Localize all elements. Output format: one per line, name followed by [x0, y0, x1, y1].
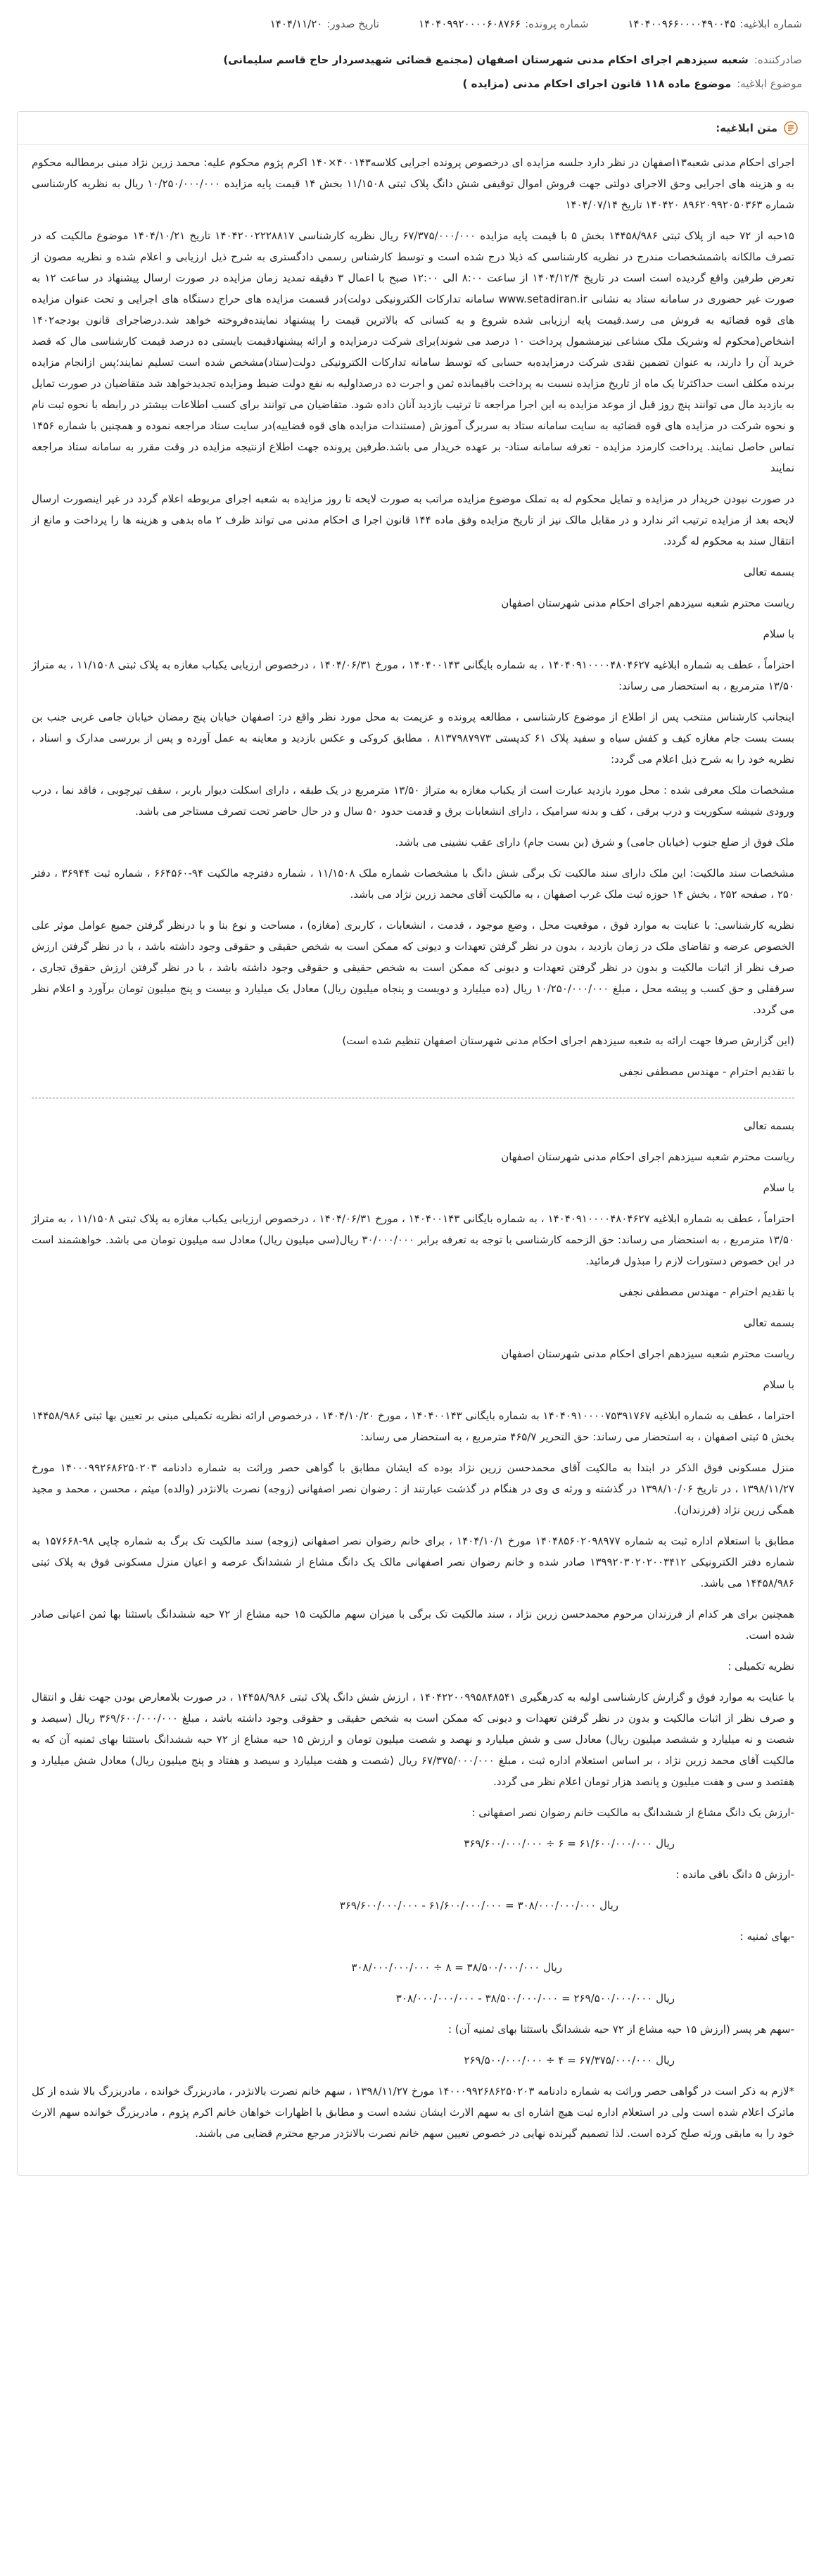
issuer-value: شعبه سیزدهم اجرای احکام مدنی شهرستان اصفهان (مجتمع قضائی شهیدسردار حاج قاسم سلیمانی): [223, 53, 749, 66]
report-reference: احتراماً ، عطف به شماره ابلاغیه ۱۴۰۴۰۹۱۰۰۰۰۴۸۰۴۶۲۷ ، به شماره بایگانی ۱۴۰۴۰۰۱۴۳ ، مورخ ۱۴۰۴/۰۶/۳۱ ، درخصوص ارزیابی یکباب مغازه به پلاک ثبتی ۱۱/۱۵۰۸ ، به متراژ ۱۳/۵۰ مترمربع ، به استحضار می رساند:: [32, 659, 794, 692]
subject-line: [24, 72, 802, 96]
notice-text-title-label: متن ابلاغیه:: [716, 122, 777, 134]
notice-number: [628, 18, 802, 30]
signature-2: با تقدیم احترام - مهندس مصطفی نجفی: [618, 1286, 794, 1298]
notice-number-value: ۱۴۰۴۰۰۹۶۶۰۰۰۰۴۹۰۰۴۵: [628, 18, 736, 30]
notice-header: [0, 48, 826, 96]
notice-body-box: [17, 111, 809, 2176]
auction-condition: در صورت نبودن خریدار در مزایده و تمایل محکوم له به تملک موضوع مزایده مراتب به صورت لایحه تا روز مزایده به شعبه اجرای مربوطه اعلام گردد در غیر اینصورت ارسال لایحه بعد از مزایده ترتیب اثر ندارد و در مقابل مالک نیز از تاریخ مزایده وفق ماده ۱۴۴ قانون اجرا ی احکام مدنی می تواند ظرف ۲ ماه بدهی و هزینه ها را پرداخت و مانع از انتقال سند به محکوم له گردد.: [32, 493, 794, 547]
salutation-1: بسمه تعالی: [743, 566, 794, 578]
children-deeds: همچنین برای هر کدام از فرزندان مرحوم محمدحسن زرین نژاد ، سند مالکیت تک برگی با میزان سهم مالکیت ۱۵ حبه مشاع از ۷۲ حبه ششدانگ باستثنا بها ثمن اعیانی صادر شده است.: [32, 1608, 794, 1642]
file-number-value: ۱۴۰۴۰۹۹۲۰۰۰۰۶۰۸۷۶۶: [419, 18, 521, 30]
issue-date-value: ۱۴۰۴/۱۱/۲۰: [269, 18, 323, 30]
auction-details: ۱۵حبه از ۷۲ حبه از پلاک ثبتی ۱۴۴۵۸/۹۸۶ بخش ۵ با قیمت پایه مزایده ۶۷/۳۷۵/۰۰۰/۰۰۰ ریال نظریه کارشناسی ۱۴۰۴۲۰۰۲۲۲۸۸۱۷ تاریخ ۱۴۰۴/۱۰/۲۱ موضوع مالکیت که در تصرف مالکانه باشمشخصات مندرج در نظریه کارشناسی که ذیلا درج شده است و توسط کارشناس رسمی دادگستری به شرح ذیل ارزیابی و اعلام شده و نظریه مصون از تعرض طرفین واقع گردیده است است در تاریخ ۱۴۰۴/۱۲/۴ از ساعت ۸:۰۰ الی ۱۲:۰۰ صبح با اعمال ۳ دقیقه تمدید زمان مزایده در صورت ارسال پیشنهاد در ساعت ۱۲ به صورت غیر حضوری در سامانه ستاد به نشانی www.setadiran.ir سامانه تدارکات الکترونیکی دولت)در قسمت مزایده های حراج دستگاه های اجرایی و تحت عنوان مزایده های قوه قضائیه به فروش می رسد.قیمت پایه ارزیابی شده شروع و به کسانی که بالاترین قیمت را پیشنهاد نماینده‌فروخته خواهد شد.درضاجرای قانون بودجه۱۴۰۲ اشخاص(محکوم له وشریک ملک مشاعی نیزمشمول پرداخت ۱۰ درصد می شوند)برای شرکت درمزایده و ارائه پیشنهادقیمت بایستی ده درصد قیمت کارشناسی مال که قصد خرید آن را دارند، به عنوان تضمین نقدی شرکت درمزایده‌به حسابی که توسط سامانه تدارکات الکترونیکی دولت(ستاد)مشخص شده است تسلیم نمایند؛پس ازانجام مزایده برنده مکلف است حداکثرتا یک ماه از تاریخ مزایده نسبت به پرداخت باقیمانده ثمن و اجرت ده درصد‌اولیه به نفع دولت ضبط ومزایده تجدیدخواهد شد متقاضیان در صورت تمایل به بازدید مال می توانند پنج روز قبل از موعد مزایده به این اجرا مراجعه تا ترتیب بازدید آنان داده شود. متقاضیان می توانند برای کسب اطلاعات بیشتر در رابطه با نحوه ثبت نام و نحوه شرکت در مزایده های قوه قضائیه به سایت سامانه ستاد به سربرگ آموزش (مستندات مزایده های قوه قضاییه)در سایت ستاد مراجعه نموده و همچنین با شماره ۱۴۵۶ تماس حاصل نمایند. پرداخت کارمزد مزایده - تعرفه سامانه ستاد- بر عهده خریدار می باشد.طرفین پرونده جهت اطلاع ازنتیجه مزایده در وقت مقرر به سامانه ستاد مراجعه نمایند: [32, 229, 795, 474]
signature-1: با تقدیم احترام - مهندس مصطفی نجفی: [618, 1065, 794, 1078]
supplementary-heading: نظریه تکمیلی :: [727, 1660, 794, 1673]
calc-net: ریال ۲۶۹/۵۰۰/۰۰۰/۰۰۰ = ۳۸/۵۰۰/۰۰۰/۰۰۰ - ۳۰۸/۰۰۰/۰۰۰/۰۰۰: [395, 1992, 675, 2005]
calc-remaining-label: -ارزش ۵ دانگ باقی مانده :: [675, 1868, 794, 1881]
heirs-description: منزل مسکونی فوق الذکر در ابتدا به مالکیت آقای محمدحسن زرین نژاد بوده که ایشان مطابق با گواهی حصر وراثت به شماره دادنامه ۱۴۰۰۰۹۹۲۶۸۶۲۵۰۲۰۳ مورخ ۱۳۹۸/۱۱/۲۷ ، در تاریخ ۱۳۹۸/۱۰/۰۶ در گذشته و ورثه ی وی در هنگام در گذشت عبارتند از : رضوان نصر اصفهانی (زوجه) نصرت بالانژدر (والده) میثم ، محسن ، محمد و مجید همگی زرین نژاد (فرزندان).: [32, 1461, 794, 1516]
issue-date: [270, 18, 379, 30]
title-deed-specs: مشخصات سند مالکیت: این ملک دارای سند مالکیت تک برگی شش دانگ با مشخصات شماره ملک ۱۱/۱۵۰۸ ، شماره دفترچه مالکیت ۹۴-۶۶۴۵۶۰ ، شماره ثبت ۳۶۹۴۴ ، دفتر ۲۵۰ ، صفحه ۲۵۲ ، بخش ۱۴ حوزه ثبت ملک غرب اصفهان ، به مالکیت آقای محمد زرین نژاد می باشد.: [32, 867, 794, 901]
calc-son-share: ریال ۶۷/۳۷۵/۰۰۰/۰۰۰ = ۴ ÷ ۲۶۹/۵۰۰/۰۰۰/۰۰۰: [464, 2054, 675, 2067]
setback-note: ملک فوق از ضلع جنوب (خیابان جامی) و شرق (بن بست جام) دارای عقب نشینی می باشد.: [395, 836, 794, 849]
final-note: *لازم به ذکر است در گواهی حصر وراثت به شماره دادنامه ۱۴۰۰۰۹۹۲۶۸۶۲۵۰۲۰۳ مورخ ۱۳۹۸/۱۱/۲۷ ، سهم خانم نصرت بالانژدر ، مادربزرگ خوانده ، مادربزرگ بالا شده از کل ماترک اعلام شده است ولی در استعلام اداره ثبت هیچ اشاره ای به سهم الارث ایشان نشده است و مطابق با اظهارات خواهان خانم اکرم پژوم ، مادربزرگ خوانده سهم الارث خود را به مابقی ورثه صلح کرده است. لذا تصمیم گیرنده نهایی در خصوص تعیین سهم خانم نصرت بالانژدر مرجع محترم قضایی می باشند.: [32, 2085, 795, 2140]
site-visit: اینجانب کارشناس منتخب پس از اطلاع از موضوع کارشناسی ، مطالعه پرونده و عزیمت به محل مورد نظر واقع در: اصفهان خیابان پنج رمضان خیابان جامی غربی جنب بن بست بست جام مغازه کیف و کفش سیاه و سفید پلاک ۶۱ کدپستی ۸۱۳۷۹۸۷۹۷۳ ، مطابق کروکی و عکس بازدید و معاینه به عمل آورده و پس از بررسی مدارک و اسناد ، نظریه خود را به شرح ذیل اعلام می گردد:: [32, 711, 794, 766]
subject-value: موضوع ماده ۱۱۸ قانون اجرای احکام مدنی (مزایده ): [462, 77, 732, 90]
greeting-2: با سلام: [763, 1181, 794, 1194]
calc-remaining: ریال ۳۰۸/۰۰۰/۰۰۰/۰۰۰ = ۶۱/۶۰۰/۰۰۰/۰۰۰ - ۳۶۹/۶۰۰/۰۰۰/۰۰۰: [339, 1899, 618, 1912]
calc-one-dang: ریال ۶۱/۶۰۰/۰۰۰/۰۰۰ = ۶ ÷ ۳۶۹/۶۰۰/۰۰۰/۰۰۰: [464, 1837, 675, 1850]
auction-intro: اجرای احکام مدنی شعبه۱۳اصفهان در نظر دارد جلسه مزایده ای درخصوص پرونده اجرایی کلاسه۴۰۰۱۴۳×۱۴۰ اکرم پژوم محکوم علیه: محمد زرین نژاد مبنی برمطالبه محکوم به و هزینه های اجرایی وحق الاجرای دولتی جهت فروش اموال توقیفی شش دانگ پلاک ثبتی ۱۱/۱۵۰۸ بخش ۱۴ قیمت پایه مزایده ۱۰/۲۵۰/۰۰۰/۰۰۰ ریال به نظریه کارشناسی شماره ۸۹۶۲۰۹۹۲۰۵۰۳۶۳ ۱۴۰۴۲۰ تاریخ ۱۴۰۴/۰۷/۱۴: [32, 156, 795, 211]
addressee-2: ریاست محترم شعبه سیزدهم اجرای احکام مدنی شهرستان اصفهان: [501, 1150, 794, 1163]
subject-label: موضوع ابلاغیه:: [737, 77, 802, 90]
issue-date-label: تاریخ صدور:: [326, 18, 380, 30]
notice-content: [18, 145, 808, 2175]
supplementary-reference: احتراما ، عطف به شماره ابلاغیه ۱۴۰۴۰۹۱۰۰۰۰۷۵۳۹۱۷۶۷ به شماره بایگانی ۱۴۰۴۰۰۱۴۳ ، مورخ ۱۴۰۴/۱۰/۲۰ ، درخصوص ارائه نظریه تکمیلی مبنی بر تعیین بها ثبتی ۱۴۴۵۸/۹۸۶ بخش ۵ ثبتی اصفهان ، به استحضار می رساند: حق التحریر ۴۶۵/۷ مترمربع ، به استحضار می رساند:: [32, 1409, 794, 1443]
addressee-1: ریاست محترم شعبه سیزدهم اجرای احکام مدنی شهرستان اصفهان: [501, 597, 794, 609]
notice-meta-bar: [0, 0, 826, 48]
salutation-2: بسمه تعالی: [743, 1119, 794, 1132]
greeting-3: با سلام: [763, 1378, 794, 1391]
calc-one-dang-label: -ارزش یک دانگ مشاع از ششدانگ به مالکیت خانم رضوان نصر اصفهانی :: [471, 1806, 794, 1819]
salutation-3: بسمه تعالی: [743, 1316, 794, 1329]
supplementary-opinion: با عنایت به موارد فوق و گزارش کارشناسی اولیه به کدرهگیری ۱۴۰۴۲۲۰۰۹۹۵۸۴۸۵۴۱ ، ارزش شش دانگ پلاک ثبتی ۱۴۴۵۸/۹۸۶ ، در صورت بلامعارض بودن جهت نقل و انتقال و صرف نظر از اثبات مالکیت و بدون در نظر گرفتن تعهدات و دیونی که ممکن است به شخص حقیقی و حقوقی وجود داشته باشد ، مبلغ ۳۶۹/۶۰۰/۰۰۰/۰۰۰ ریال (سیصد و شصت و نه میلیارد و ششصد میلیون ریال) معادل سی و شش میلیارد و نهصد و شصت میلیون تومان و ارزش ۱۵ حبه مشاع از ۷۲ حبه ششدانگ باستثنا بهای ثمنیه آن که به مالکیت آقای محمد زرین نژاد ، بر اساس استعلام اداره ثبت ، مبلغ ۶۷/۳۷۵/۰۰۰/۰۰۰ ریال (شصت و هفت میلیارد و سیصد و هفتاد و پنج میلیون ریال) معادل شش میلیارد و هفتصد و سی و هفت میلیون و پانصد هزار تومان اعلام نظر می گردد.: [32, 1691, 794, 1788]
report-disclaimer: (این گزارش صرفا جهت ارائه به شعبه سیزدهم اجرای احکام مدنی شهرستان اصفهان تنظیم شده است): [342, 1034, 794, 1047]
addressee-3: ریاست محترم شعبه سیزدهم اجرای احکام مدنی شهرستان اصفهان: [501, 1347, 794, 1360]
calc-building: ریال ۳۸/۵۰۰/۰۰۰/۰۰۰ = ۸ ÷ ۳۰۸/۰۰۰/۰۰۰/۰۰۰: [351, 1961, 562, 1974]
greeting-1: با سلام: [763, 628, 794, 640]
property-specs: مشخصات ملک معرفی شده : محل مورد بازدید عبارت است از یکباب مغازه به متراژ ۱۳/۵۰ مترمربع در یک طبقه ، دارای اسکلت دیوار باربر ، سقف تیرچوبی ، فاقد نما ، درب ورودی شیشه سکوریت و درب برقی ، کف و بدنه سرامیک ، دارای انشعابات برق و قدمت حدود ۵۰ سال و در حال حاضر تحت تصرف مستاجر می باشد.: [32, 784, 795, 818]
document-icon: [783, 120, 799, 136]
calc-building-label: -بهای ثمنیه :: [739, 1930, 794, 1943]
calc-son-share-label: -سهم هر پسر (ارزش ۱۵ حبه مشاع از ۷۲ حبه ششدانگ باستثنا بهای ثمنیه آن) :: [447, 2023, 794, 2036]
valuation-calculations: [32, 1802, 794, 2071]
file-number-label: شماره پرونده:: [525, 18, 589, 30]
issuer-label: صادرکننده:: [754, 53, 802, 66]
notice-text-title: [18, 112, 808, 145]
notice-number-label: شماره ابلاغیه:: [739, 18, 802, 30]
file-number: [419, 18, 588, 30]
issuer-line: [24, 48, 802, 72]
registry-inquiry: مطابق با استعلام اداره ثبت به شماره ۱۴۰۴۸۵۶۰۲۰۹۸۹۷۷ مورخ ۱۴۰۴/۱۰/۱ ، برای خانم رضوان نصر اصفهانی (زوجه) سند مالکیت تک برگ به شماره چاپی ۹۸-۱۵۷۶۶۸ به شماره دفتر الکترونیکی ۱۳۹۹۲۰۳۰۲۰۲۰۰۳۴۱۲ صادر شده و خانم رضوان نصر اصفهانی مالک یک دانگ مشاع از ششدانگ عرصه و اعیان منزل مسکونی فوق به پلاک ثبتی ۱۴۴۵۸/۹۸۶ می باشد.: [32, 1535, 794, 1590]
expert-opinion: نظریه کارشناسی: با عنایت به موارد فوق ، موقعیت محل ، وضع موجود ، قدمت ، انشعابات ، کاربری (مغازه) ، مساحت و نوع بنا و با درنظر گرفتن جمیع عوامل موثر علی الخصوص عرضه و تقاضای ملک در زمان بازدید ، بدون در نظر گرفتن تعهدات و دیونی که ممکن است به شخص حقیقی و حقوقی وجود داشته باشد ، با در نظر گرفتن ارزش صرف نظر از اثبات مالکیت و بدون در نظر گرفتن تعهدات و دیونی که ممکن است به شخص حقیقی و حقوقی وجود داشته باشد ، با در نظر گرفتن ارزش حقوق تجاری ، سرقفلی و حق کسب و پیشه محل ، مبلغ ۱۰/۲۵۰/۰۰۰/۰۰۰ ریال (ده میلیارد و دویست و پنجاه میلیون ریال) معادل یک میلیارد و بیست و پنج میلیون تومان برآورد و اعلام نظر می گردد.: [32, 919, 794, 1016]
fee-request: احتراماً ، عطف به شماره ابلاغیه ۱۴۰۴۰۹۱۰۰۰۰۴۸۰۴۶۲۷ ، به شماره بایگانی ۱۴۰۴۰۰۱۴۳ ، مورخ ۱۴۰۴/۰۶/۳۱ ، درخصوص ارزیابی یکباب مغازه به پلاک ثبتی ۱۱/۱۵۰۸ ، به متراژ ۱۳/۵۰ مترمربع ، به استحضار می رساند: حق الزحمه کارشناسی با توجه به تعرفه برابر ۳۰/۰۰۰/۰۰۰ ریال(سی میلیون ریال) معادل سه میلیون تومان می باشد. خواهشمند است در این خصوص دستورات لازم را مبذول فرمائید.: [32, 1212, 795, 1267]
